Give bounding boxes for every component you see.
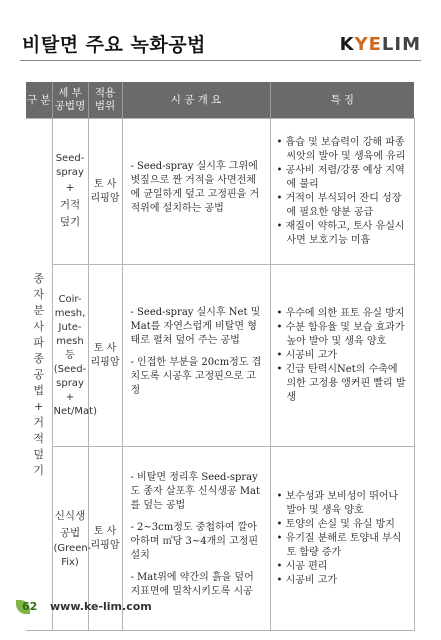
- feature-item: • 수분 함유율 및 보습 효과가 높아 발아 및 생육 양호: [276, 321, 405, 347]
- feature-item: • 우수에 의한 표토 유실 방지: [276, 307, 405, 319]
- website-url[interactable]: www.ke-lim.com: [50, 599, 152, 613]
- header-features: 특 징: [270, 82, 414, 119]
- table-header-row: [26, 82, 414, 119]
- overview-cell: - 비탈면 정리후 Seed-spray도 종자 살포후 신식생공 Mat를 덮는 공법 - 2~3cm정도 중첩하여 깔아 아하며 ㎡당 3~4개의 고정핀 설치 - Mat위에 약간의 흙을 덮어 지표면에 밀착시키도록 시공: [122, 447, 270, 631]
- header-category: 구 분: [26, 82, 52, 119]
- overview-cell: - Seed-spray 실시후 그위에 볏짚으로 짠 거적을 사면전체에 균일하게 덮고 고정핀을 거적위에 설치하는 공법: [122, 119, 270, 265]
- page-number-badge: [14, 596, 40, 616]
- feature-item: • 토양의 손실 및 유실 방지: [276, 518, 395, 530]
- header-method-name: 세 부 공법명: [52, 82, 88, 119]
- feature-item: • 유기질 분해로 토양내 부식토 함량 증가: [276, 532, 402, 558]
- scope-cell: 토 사 리핑암: [88, 447, 122, 631]
- feature-item: • 흡습 및 보습력이 강해 파종씨앗의 발아 및 생육에 유리: [276, 136, 406, 162]
- features-cell: [270, 119, 414, 265]
- feature-item: • 공사비 저렴/강풍 예상 지역에 불리: [276, 164, 405, 190]
- feature-item: • 거적이 부식되어 잔디 성장에 필요한 양분 공급: [276, 192, 402, 218]
- feature-item: • 보수성과 보비성이 뛰어나 발아 및 생육 양호: [276, 490, 399, 516]
- page-footer: [14, 596, 152, 616]
- page-title: 비탈면 주요 녹화공법: [22, 34, 206, 56]
- method-table: [26, 82, 415, 631]
- features-cell: [270, 265, 414, 447]
- feature-item: • 시공 편리: [276, 560, 328, 572]
- header-overview: 시 공 개 요: [122, 82, 270, 119]
- method-name-cell: Seed-spray + 거적 덮기: [52, 119, 88, 265]
- overview-cell: - Seed-spray 실시후 Net 및 Mat를 자연스럽게 비탈면 형태로 펼쳐 덮어 주는 공법 - 인접한 부분을 20cm정도 겹치도록 시공후 고정핀으로 고정: [122, 265, 270, 447]
- table-row: [26, 265, 414, 447]
- method-name-cell: Coir-mesh, Jute-mesh 등 (Seed-spray + Net/Mat): [52, 265, 88, 447]
- table-row: [26, 119, 414, 265]
- header-scope: 적용 범위: [88, 82, 122, 119]
- category-cell: 종 자 분 사 파 종 공 법 + 거 적 덮 기: [26, 119, 52, 631]
- page-number: 62: [22, 600, 38, 613]
- method-name-cell: 신식생 공법 (Green-Fix): [52, 447, 88, 631]
- feature-item: • 시공비 고가: [276, 349, 338, 361]
- scope-cell: 토 사 리핑암: [88, 119, 122, 265]
- feature-item: • 재질이 약하고, 토사 유실시 사면 보호기능 미흡: [276, 220, 405, 246]
- feature-item: • 시공비 고가: [276, 574, 338, 586]
- scope-cell: 토 사 리핑암: [88, 265, 122, 447]
- company-logo: KYELIM: [339, 34, 421, 55]
- feature-item: • 긴급 탄력시Net의 수축에 의한 고정용 앵커핀 빨리 발생: [276, 363, 406, 403]
- title-divider: [20, 60, 421, 61]
- features-cell: [270, 447, 414, 631]
